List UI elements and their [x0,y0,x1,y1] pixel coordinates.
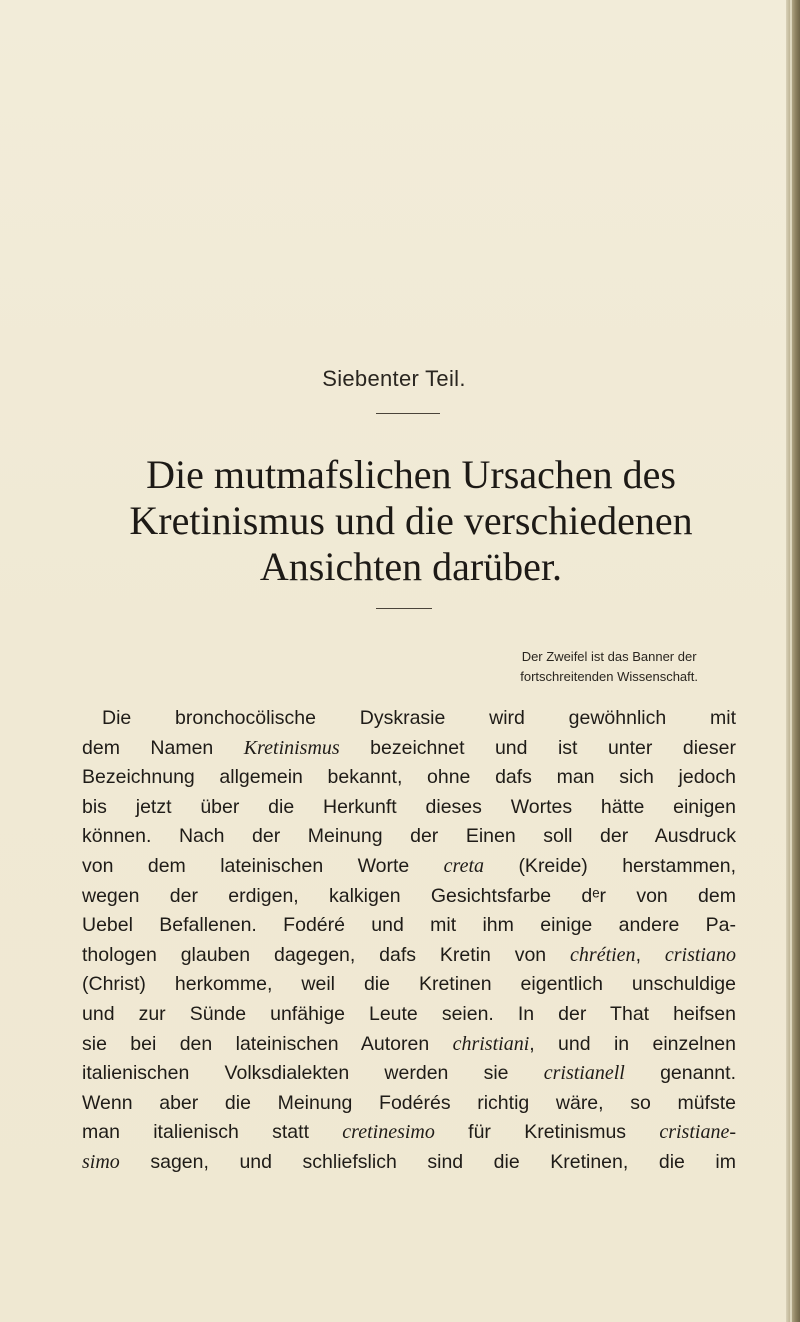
body-paragraph [82,704,736,1178]
page-edge-shadow [786,0,800,1322]
part-heading: Siebenter Teil. [322,366,466,391]
chapter-title-line: Kretinismus und die verschiedenen [129,498,693,543]
text-line: Wenn aber die Meinung Fodérés richtig wäre, so müfste [82,1091,736,1114]
divider-rule [376,608,432,609]
italic-term: cretinesimo [342,1121,435,1144]
text-line: bis jetzt über die Herkunft dieses Wortes hätte einigen [82,795,736,818]
chapter-title-line: Ansichten darüber. [259,544,563,589]
italic-term: simo [82,1150,120,1173]
text-line: dem Namen Kretinismus bezeichnet und ist unter dieser [82,736,736,759]
italic-term: cristianell [543,1062,625,1085]
text-line: können. Nach der Meinung der Einen soll der Ausdruck [82,825,736,848]
epigraph-line: Der Zweifel ist das Banner der [521,649,697,664]
italic-term: chrétien [570,943,636,966]
italic-term: cristiano [664,943,736,966]
text-line: von dem lateinischen Worte creta (Kreide) herstammen, [82,854,737,877]
chapter-title [40,452,782,590]
text-line: Bezeichnung allgemein bekannt, ohne dafs man sich jedoch [82,766,736,789]
text-line: italienischen Volksdialekten werden sie cristianell genannt. [82,1062,736,1085]
italic-term: creta [443,854,485,877]
text-line: Uebel Befallenen. Fodéré und mit ihm einige andere Pa- [82,914,736,937]
text-line: (Christ) herkomme, weil die Kretinen eigentlich unschuldige [82,973,736,996]
italic-term: christiani [452,1032,530,1055]
text-line: Die bronchocölische Dyskrasie wird gewöhnlich mit [102,707,736,729]
italic-term: Kretinismus [243,736,340,759]
italic-term: cristiane- [659,1121,736,1144]
text-line: wegen der erdigen, kalkigen Gesichtsfarbe dᵉr von dem [82,884,736,907]
text-line: und zur Sünde unfähige Leute seien. In der That heifsen [82,1002,736,1025]
text-line: simo sagen, und schliefslich sind die Kretinen, die im [82,1150,736,1173]
text-line: thologen glauben dagegen, dafs Kretin von chrétien, cristiano [82,943,736,966]
epigraph-line: fortschreitenden Wissenschaft. [520,669,698,684]
text-line: man italienisch statt cretinesimo für Kretinismus cristiane- [82,1121,736,1144]
chapter-title-line: Die mutmafslichen Ursachen des [146,452,676,497]
divider-rule [376,413,440,414]
text-line: sie bei den lateinischen Autoren christiani, und in einzelnen [82,1032,736,1055]
epigraph [520,647,698,687]
